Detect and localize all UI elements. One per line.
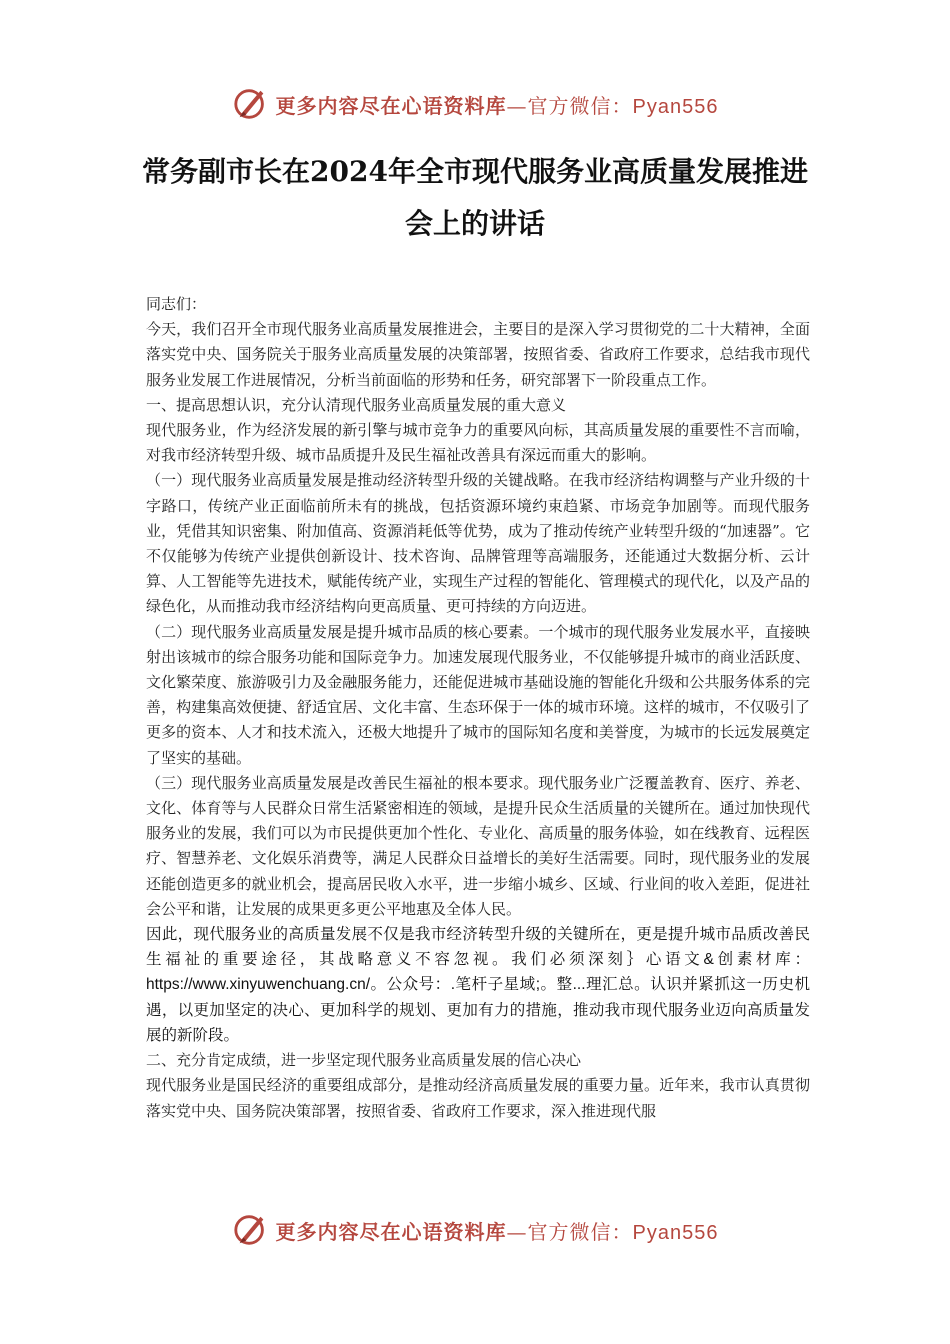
banner-text bbox=[276, 1216, 719, 1245]
paragraph-summary: 因此，现代服务业的高质量发展不仅是我市经济转型升级的关键所在，更是提升城市品质改善民生福祉的重要途径，其战略意义不容忽视。我们必须深刻｝心语文&创素材库：https://www.xinyuwenchuang.cn/。公众号：.笔杆子星域;。整...理汇总。认识并紧抓这一历史机遇，以更加坚定的决心、更加科学的规划、更加有力的措施，推动我市现代服务业迈向高质量发展的新阶段。 bbox=[146, 926, 810, 1044]
paragraph: 现代服务业是国民经济的重要组成部分，是推动经济高质量发展的重要力量。近年来，我市认真贯彻落实党中央、国务院决策部署，按照省委、省政府工作要求，深入推进现代服 bbox=[146, 1076, 810, 1120]
banner-wechat-id: Pyan556 bbox=[632, 95, 719, 118]
bottom-banner bbox=[0, 1206, 950, 1254]
banner-wechat-label: 官方微信： bbox=[527, 1219, 633, 1244]
quill-logo-icon bbox=[232, 85, 270, 123]
paragraph: （一）现代服务业高质量发展是推动经济转型升级的关键战略。在我市经济结构调整与产业升级的十字路口，传统产业正面临前所未有的挑战，包括资源环境约束趋紧、市场竞争加剧等。而现代服务业，凭借其知识密集、附加值高、资源消耗低等优势，成为了推动传统产业转型升级的“加速器”。它不仅能够为传统产业提供创新设计、技术咨询、品牌管理等高端服务，还能通过大数据分析、云计算、人工智能等先进技术，赋能传统产业，实现生产过程的智能化、管理模式的现代化，以及产品的绿色化，从而推动我市经济结构向更高质量、更可持续的方向迈进。 bbox=[146, 471, 810, 616]
top-banner bbox=[0, 80, 950, 128]
banner-wechat-label: 官方微信： bbox=[527, 93, 633, 118]
banner-dash: — bbox=[506, 93, 528, 118]
document-body bbox=[146, 292, 810, 1124]
banner-dash: — bbox=[506, 1219, 528, 1244]
section-heading-2: 二、充分肯定成绩，进一步坚定现代服务业高质量发展的信心决心 bbox=[146, 1051, 582, 1070]
paragraph: （三）现代服务业高质量发展是改善民生福祉的根本要求。现代服务业广泛覆盖教育、医疗、养老、文化、体育等与人民群众日常生活紧密相连的领域，是提升民众生活质量的关键所在。通过加快现代服务业的发展，我们可以为市民提供更加个性化、专业化、高质量的服务体验，如在线教育、远程医疗、智慧养老、文化娱乐消费等，满足人民群众日益增长的美好生活需要。同时，现代服务业的发展还能创造更多的就业机会，提高居民收入水平，进一步缩小城乡、区域、行业间的收入差距，促进社会公平和谐，让发展的成果更多更公平地惠及全体人民。 bbox=[146, 773, 810, 918]
paragraph-salutation: 同志们： bbox=[146, 295, 207, 313]
document-title: 常务副市长在2024年全市现代服务业高质量发展推进会上的讲话 bbox=[142, 155, 808, 240]
banner-wechat-id: Pyan556 bbox=[632, 1221, 719, 1244]
section-heading-1: 一、提高思想认识，充分认清现代服务业高质量发展的重大意义 bbox=[146, 395, 567, 414]
paragraph: 现代服务业，作为经济发展的新引擎与城市竞争力的重要风向标，其高质量发展的重要性不言而喻，对我市经济转型升级、城市品质提升及民生福祉改善具有深远而重大的影响。 bbox=[146, 421, 810, 465]
banner-text bbox=[276, 90, 719, 119]
paragraph: （二）现代服务业高质量发展是提升城市品质的核心要素。一个城市的现代服务业发展水平，直接映射出该城市的综合服务功能和国际竞争力。加速发展现代服务业，不仅能够提升城市的商业活跃度、文化繁荣度、旅游吸引力及金融服务能力，还能促进城市基础设施的智能化升级和公共服务体系的完善，构建集高效便捷、舒适宜居、文化丰富、生态环保于一体的城市环境。这样的城市，不仅吸引了更多的资本、人才和技术流入，还极大地提升了城市的国际知名度和美誉度，为城市的长远发展奠定了坚实的基础。 bbox=[146, 622, 810, 767]
paragraph-intro: 今天，我们召开全市现代服务业高质量发展推进会，主要目的是深入学习贯彻党的二十大精神，全面落实党中央、国务院关于服务业高质量发展的决策部署，按照省委、省政府工作要求，总结我市现代服务业发展工作进展情况，分析当前面临的形势和任务，研究部署下一阶段重点工作。 bbox=[146, 320, 810, 389]
banner-slogan: 更多内容尽在心语资料库 bbox=[275, 1219, 507, 1244]
banner-slogan: 更多内容尽在心语资料库 bbox=[275, 93, 507, 118]
quill-logo-icon bbox=[232, 1211, 270, 1249]
